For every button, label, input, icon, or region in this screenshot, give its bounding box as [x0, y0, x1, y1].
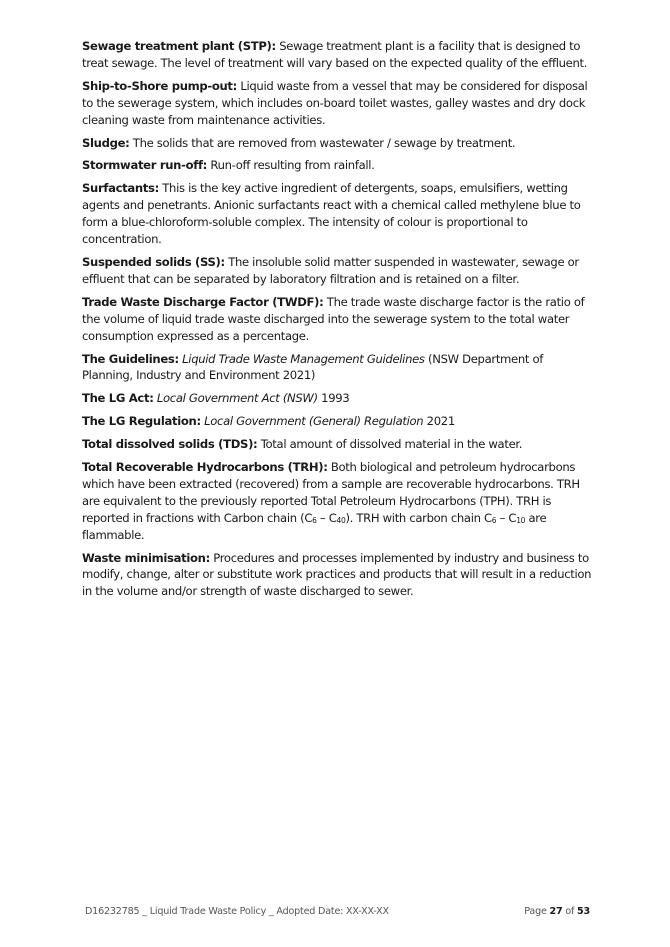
glossary-italic-title: Local Government (General) Regulation: [204, 414, 424, 429]
glossary-term: Total dissolved solids (TDS):: [82, 437, 258, 452]
glossary-definition-part: are flammable.: [82, 510, 547, 542]
glossary-term: Waste minimisation:: [82, 550, 210, 565]
glossary-entry-suspended-solids: [82, 254, 594, 288]
glossary-definition: (NSW Department of Planning, Industry and Environment 2021): [82, 351, 543, 383]
page-prefix: Page: [524, 906, 550, 917]
subscript: 40: [336, 515, 346, 525]
subscript: 6: [491, 515, 497, 525]
glossary-definition: Total amount of dissolved material in the water.: [257, 437, 523, 452]
glossary-term: Sewage treatment plant (STP):: [82, 39, 276, 53]
glossary-definition: Sewage treatment plant is a facility that is designed to treat sewage. The level of treatment will vary based on the expected quality of the effluent.: [82, 39, 588, 70]
glossary-term: The Guidelines:: [82, 351, 179, 366]
glossary-entry-sludge: [82, 135, 594, 152]
glossary-definition-part: ). TRH with carbon chain C: [345, 510, 492, 525]
glossary-italic-title: Local Government Act (NSW): [156, 391, 318, 406]
page-current: 27: [549, 906, 563, 917]
glossary-term: Sludge:: [82, 135, 130, 150]
glossary-entry-tds: [82, 436, 594, 453]
glossary-entry-stormwater: [82, 157, 594, 174]
glossary-definition: Procedures and processes implemented by industry and business to modify, change, alter or substitute work practices and products that will result in a reduction in the volume and/or strength of waste discharged to sewer.: [82, 550, 592, 599]
page-total: 53: [577, 906, 590, 917]
glossary-entry-trh: [82, 459, 594, 544]
glossary-content: [82, 38, 594, 606]
footer-document-reference: D16232785 _ Liquid Trade Waste Policy _ Adopted Date: XX-XX-XX: [85, 906, 389, 917]
glossary-definition-part: – C: [316, 510, 337, 525]
subscript: 6: [312, 515, 317, 525]
glossary-entry-twdf: [82, 294, 594, 345]
glossary-term: Trade Waste Discharge Factor (TWDF):: [82, 294, 324, 309]
glossary-definition: The solids that are removed from wastewater / sewage by treatment.: [129, 135, 516, 150]
glossary-definition: 1993: [317, 391, 350, 406]
glossary-definition: Run-off resulting from rainfall.: [207, 158, 375, 173]
glossary-entry-lg-regulation: [82, 413, 594, 430]
glossary-term: Total Recoverable Hydrocarbons (TRH):: [82, 460, 328, 475]
glossary-term: The LG Act:: [82, 391, 154, 406]
page-of: of: [562, 906, 578, 917]
glossary-definition: The trade waste discharge factor is the ratio of the volume of liquid trade waste discharged into the sewerage system to the total water consumption expressed as a percentage.: [82, 294, 585, 343]
glossary-term: The LG Regulation:: [82, 414, 201, 429]
glossary-term: Ship-to-Shore pump-out:: [82, 78, 237, 93]
glossary-entry-ship-to-shore: [82, 78, 594, 129]
glossary-entry-surfactants: [82, 180, 594, 248]
glossary-term: Suspended solids (SS):: [82, 254, 225, 269]
glossary-definition: This is the key active ingredient of detergents, soaps, emulsifiers, wetting agents and penetrants. Anionic surfactants react with a chemical called methylene blue to form a blue-chloroform-soluble complex. The intensity of colour is proportional to concentration.: [82, 181, 581, 247]
glossary-italic-title: Liquid Trade Waste Management Guidelines: [182, 351, 425, 366]
glossary-definition-part: – C: [496, 510, 517, 525]
glossary-entry-the-guidelines: [82, 351, 594, 385]
glossary-entry-waste-minimisation: [82, 550, 594, 601]
glossary-entry-lg-act: [82, 390, 594, 407]
footer-page-number: [524, 906, 590, 917]
glossary-term: Stormwater run-off:: [82, 158, 207, 173]
glossary-term: Surfactants:: [82, 181, 159, 196]
glossary-entry-sewage-treatment-plant: [82, 38, 594, 72]
subscript: 10: [516, 515, 526, 525]
glossary-definition: Liquid waste from a vessel that may be considered for disposal to the sewerage system, which includes on-board toilet wastes, galley wastes and dry dock cleaning waste from maintenance activities.: [82, 78, 588, 127]
glossary-definition: 2021: [423, 414, 455, 429]
glossary-definition: The insoluble solid matter suspended in wastewater, sewage or effluent that can be separated by laboratory filtration and is retained on a filter.: [82, 254, 579, 286]
glossary-definition: Both biological and petroleum hydrocarbons which have been extracted (recovered) from a sample are recoverable hydrocarbons. TRH are equivalent to the previously reported Total Petroleum Hydrocarbons (TPH). TRH is reported in fractions with Carbon chain (C: [82, 460, 580, 525]
